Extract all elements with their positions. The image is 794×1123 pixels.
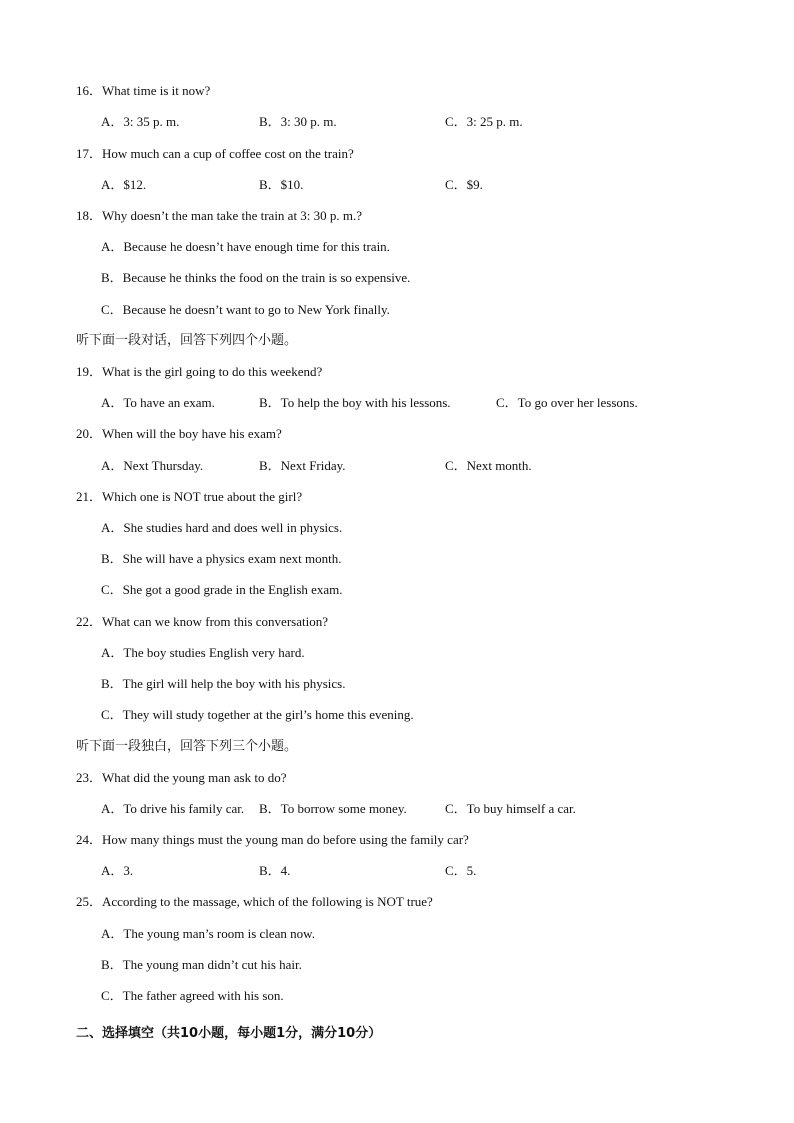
question-24: 24．How many things must the young man do before using the family car? — [76, 832, 469, 847]
q19-option-a: A．To have an exam. — [101, 395, 215, 410]
question-16: 16．What time is it now? — [76, 83, 211, 98]
question-21: 21．Which one is NOT true about the girl? — [76, 489, 303, 504]
question-25: 25．According to the massage, which of the following is NOT true? — [76, 894, 433, 909]
q21-option-c: C．She got a good grade in the English exam. — [101, 582, 343, 597]
question-17: 17．How much can a cup of coffee cost on the train? — [76, 146, 354, 161]
q25-option-b: B．The young man didn’t cut his hair. — [101, 957, 302, 972]
q22-option-b: B．The girl will help the boy with his physics. — [101, 676, 346, 691]
question-19: 19．What is the girl going to do this weekend? — [76, 364, 323, 379]
q16-option-c: C．3: 25 p. m. — [445, 114, 523, 129]
q16-option-a: A．3: 35 p. m. — [101, 114, 180, 129]
q25-option-a: A．The young man’s room is clean now. — [101, 926, 315, 941]
q19-option-b: B．To help the boy with his lessons. — [259, 395, 451, 410]
q19-option-c: C．To go over her lessons. — [496, 395, 638, 410]
q22-option-c: C．They will study together at the girl’s home this evening. — [101, 707, 414, 722]
question-23: 23．What did the young man ask to do? — [76, 770, 287, 785]
q24-option-b: B．4. — [259, 863, 291, 878]
q18-option-c: C．Because he doesn’t want to go to New York finally. — [101, 302, 390, 317]
q23-option-a: A．To drive his family car. — [101, 801, 245, 816]
question-22: 22．What can we know from this conversation? — [76, 614, 328, 629]
q17-option-a: A．$12. — [101, 177, 147, 192]
q20-option-b: B．Next Friday. — [259, 458, 346, 473]
q23-option-b: B．To borrow some money. — [259, 801, 407, 816]
q17-option-c: C．$9. — [445, 177, 483, 192]
question-18: 18．Why doesn’t the man take the train at 3: 30 p. m.? — [76, 208, 363, 223]
q24-option-c: C．5. — [445, 863, 477, 878]
question-20: 20．When will the boy have his exam? — [76, 426, 282, 441]
q20-option-a: A．Next Thursday. — [101, 458, 204, 473]
q18-option-a: A．Because he doesn’t have enough time for this train. — [101, 239, 390, 254]
q23-option-c: C．To buy himself a car. — [445, 801, 576, 816]
q16-option-b: B．3: 30 p. m. — [259, 114, 337, 129]
q21-option-a: A．She studies hard and does well in physics. — [101, 520, 343, 535]
q17-option-b: B．$10. — [259, 177, 304, 192]
q24-option-a: A．3. — [101, 863, 134, 878]
q21-option-b: B．She will have a physics exam next month. — [101, 551, 342, 566]
instruction-monologue: 听下面一段独白，回答下列三个小题。 — [76, 739, 298, 754]
instruction-dialogue: 听下面一段对话，回答下列四个小题。 — [76, 333, 298, 348]
q18-option-b: B．Because he thinks the food on the train is so expensive. — [101, 270, 411, 285]
q25-option-c: C．The father agreed with his son. — [101, 988, 284, 1003]
q20-option-c: C．Next month. — [445, 458, 532, 473]
q22-option-a: A．The boy studies English very hard. — [101, 645, 305, 660]
section-heading: 二、选择填空（共10小题，每小题1分，满分10分） — [76, 1026, 382, 1041]
